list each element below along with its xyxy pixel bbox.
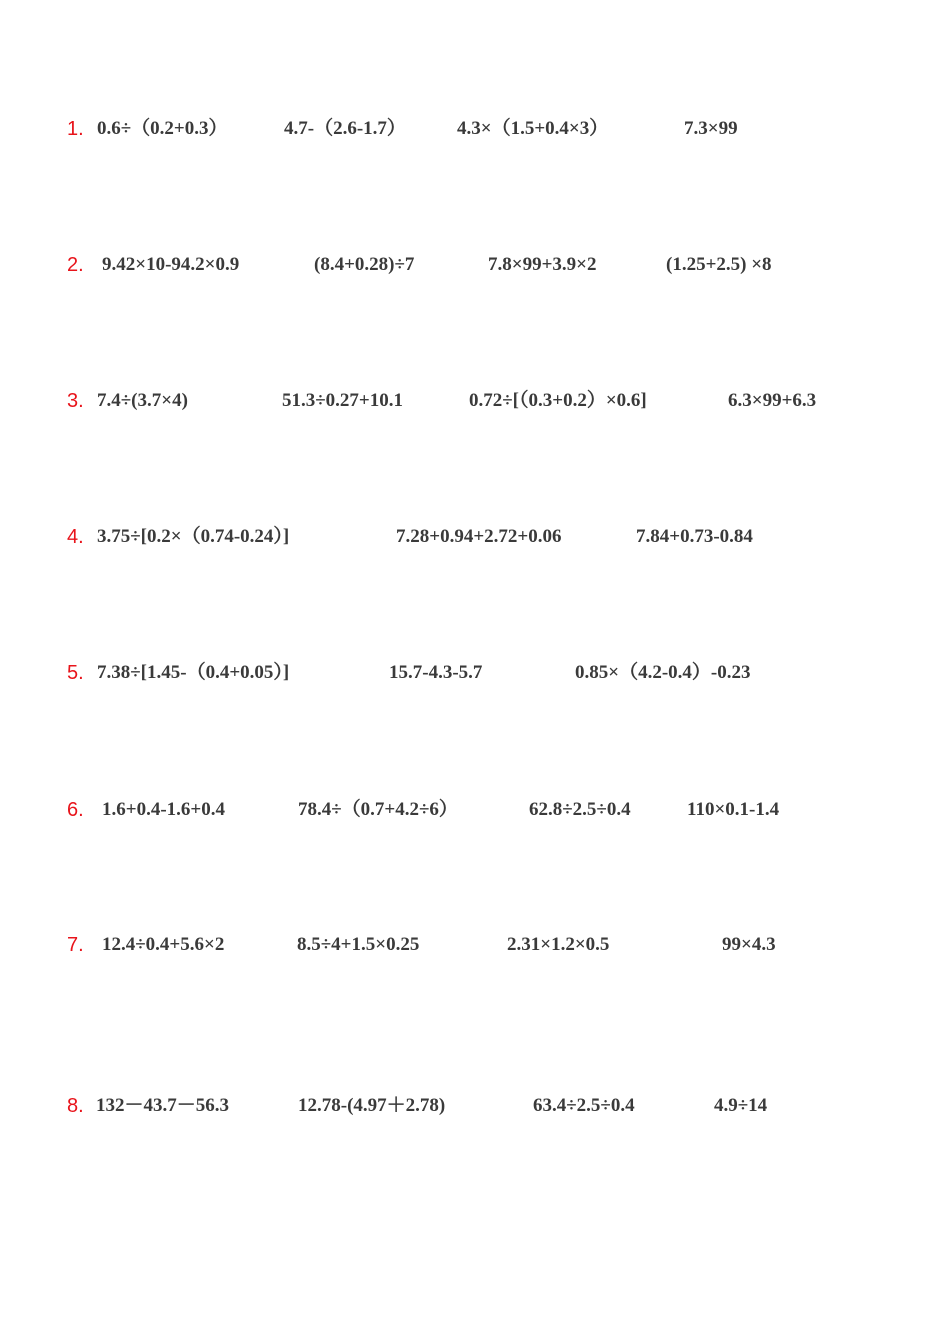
problem-row-7 — [0, 930, 950, 960]
problem-number: 1. — [67, 118, 84, 140]
expression: 7.84+0.73-0.84 — [636, 526, 753, 547]
expression: 7.38÷[1.45-（0.4+0.05）] — [97, 662, 290, 683]
expression: 12.4÷0.4+5.6×2 — [102, 934, 225, 955]
expression: 1.6+0.4-1.6+0.4 — [102, 799, 225, 820]
expression: 7.4÷(3.7×4) — [97, 390, 188, 411]
problem-row-4 — [0, 522, 950, 552]
expression: (8.4+0.28)÷7 — [314, 254, 415, 275]
problem-row-5 — [0, 658, 950, 688]
problem-number: 8. — [67, 1095, 84, 1117]
expression: 99×4.3 — [722, 934, 776, 955]
expression: (1.25+2.5) ×8 — [666, 254, 772, 275]
expression: 4.9÷14 — [714, 1095, 768, 1116]
expression: 9.42×10-94.2×0.9 — [102, 254, 240, 275]
expression: 62.8÷2.5÷0.4 — [529, 799, 631, 820]
expression: 6.3×99+6.3 — [728, 390, 817, 411]
expression: 2.31×1.2×0.5 — [507, 934, 610, 955]
expression: 7.3×99 — [684, 118, 738, 139]
expression: 7.8×99+3.9×2 — [488, 254, 597, 275]
expression: 63.4÷2.5÷0.4 — [533, 1095, 635, 1116]
expression: 4.7-（2.6-1.7） — [284, 118, 406, 139]
expression: 0.72÷[（0.3+0.2）×0.6] — [469, 390, 647, 411]
expression: 78.4÷（0.7+4.2÷6） — [298, 799, 458, 820]
expression: 12.78-(4.97＋2.78) — [298, 1095, 446, 1116]
expression: 110×0.1-1.4 — [687, 799, 780, 820]
problem-row-1 — [0, 114, 950, 144]
expression: 3.75÷[0.2×（0.74-0.24）] — [97, 526, 290, 547]
problem-row-3 — [0, 386, 950, 416]
expression: 51.3÷0.27+10.1 — [282, 390, 404, 411]
problem-number: 4. — [67, 526, 84, 548]
expression: 7.28+0.94+2.72+0.06 — [396, 526, 562, 547]
expression: 15.7-4.3-5.7 — [389, 662, 483, 683]
problem-number: 6. — [67, 799, 84, 821]
problem-number: 2. — [67, 254, 84, 276]
expression: 0.6÷（0.2+0.3） — [97, 118, 228, 139]
expression: 132－43.7－56.3 — [96, 1095, 230, 1116]
problem-row-2 — [0, 250, 950, 280]
expression: 0.85×（4.2-0.4）-0.23 — [575, 662, 751, 683]
problem-number: 7. — [67, 934, 84, 956]
expression: 4.3×（1.5+0.4×3） — [457, 118, 609, 139]
problem-number: 3. — [67, 390, 84, 412]
expression: 8.5÷4+1.5×0.25 — [297, 934, 420, 955]
problem-row-6 — [0, 795, 950, 825]
problem-row-8 — [0, 1091, 950, 1121]
problem-number: 5. — [67, 662, 84, 684]
